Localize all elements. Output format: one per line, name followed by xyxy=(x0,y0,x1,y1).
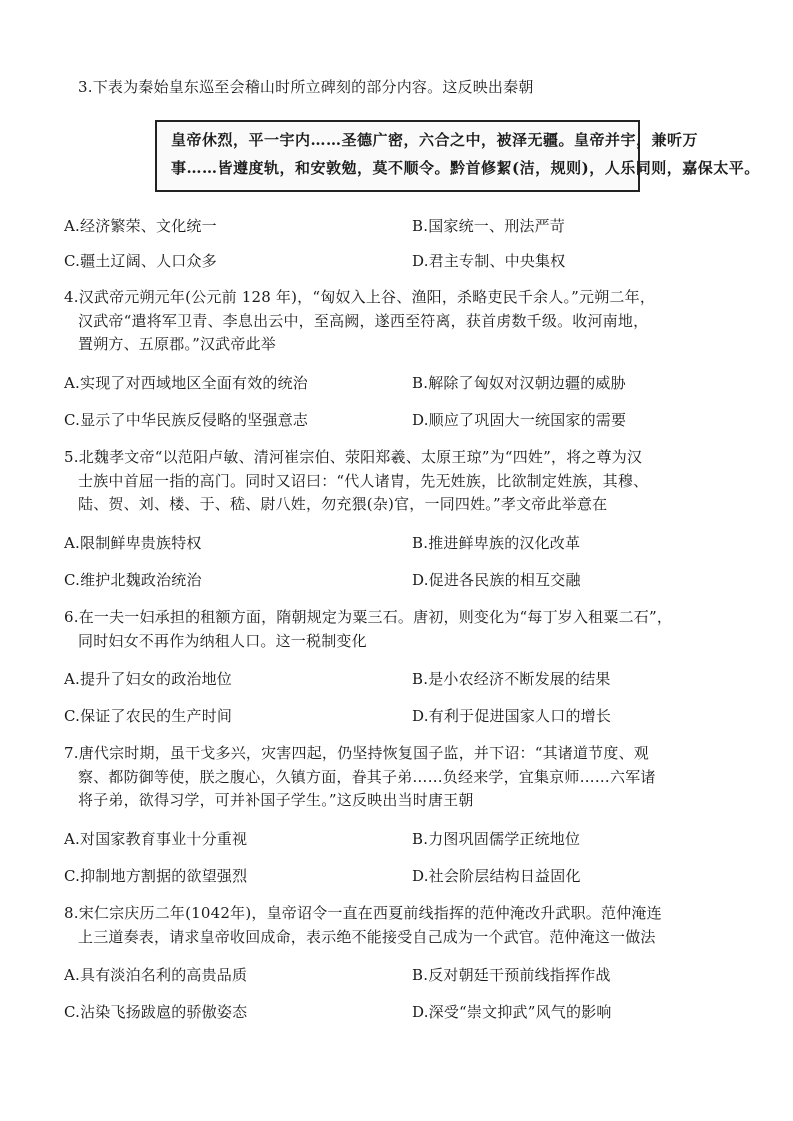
q5-option-b: B.推进鲜卑族的汉化改革 xyxy=(412,534,581,552)
q3-option-a: A.经济繁荣、文化统一 xyxy=(64,217,217,235)
q8-option-b: B.反对朝廷干预前线指挥作战 xyxy=(412,966,611,984)
q7-option-a: A.对国家教育事业十分重视 xyxy=(64,830,248,848)
q4-option-c: C.显示了中华民族反侵略的坚强意志 xyxy=(64,411,309,429)
q5-option-c: C.维护北魏政治统治 xyxy=(64,571,202,589)
q7-option-c: C.抑制地方割据的欲望强烈 xyxy=(64,867,248,885)
question-7-stem: 7.唐代宗时期，虽干戈多兴，灾害四起，仍坚持恢复国子监，并下诏：“其诸道节度、观 察、都防御等使，朕之腹心，久镇方面，眷其子弟……负经来学，宜集京师……六军诸 将子弟，欲得习学，可并补国子学生。”这反映出当时唐王朝 xyxy=(64,744,656,809)
q4-option-d: D.顺应了巩固大一统国家的需要 xyxy=(412,411,627,429)
q4-option-a: A.实现了对西域地区全面有效的统治 xyxy=(64,374,309,392)
q5-option-d: D.促进各民族的相互交融 xyxy=(412,571,581,589)
q6-option-a: A.提升了妇女的政治地位 xyxy=(64,670,233,688)
question-5-stem: 5.北魏孝文帝“以范阳卢敏、清河崔宗伯、荥阳郑羲、太原王琼”为“四姓”，将之尊为汉 士族中首屈一指的高门。同时又诏曰：“代人诸胄，先无姓族，比欲制定姓族，其穆、 陆、贺、刘、楼、于、嵇、尉八姓，勿充猥(杂)官，一同四姓。”孝文帝此举意在 xyxy=(64,448,649,513)
question-3-stem: 3.下表为秦始皇东巡至会稽山时所立碑刻的部分内容。这反映出秦朝 xyxy=(78,78,534,96)
q3-option-d: D.君主专制、中央集权 xyxy=(412,252,566,270)
q6-option-d: D.有利于促进国家人口的增长 xyxy=(412,707,612,725)
inscription-line-1: 皇帝休烈，平一宇内……圣德广密，六合之中，被泽无疆。皇帝并宇，兼听万 xyxy=(171,131,699,149)
stele-inscription-image xyxy=(155,120,760,192)
q8-option-c: C.沾染飞扬跋扈的骄傲姿态 xyxy=(64,1003,248,1021)
question-8-stem: 8.宋仁宗庆历二年(1042年)，皇帝诏令一直在西夏前线指挥的范仲淹改升武职。范仲淹连 上三道奏表，请求皇帝收回成命，表示绝不能接受自己成为一个武官。范仲淹这一做法 xyxy=(64,904,662,946)
question-4-stem: 4.汉武帝元朔元年(公元前 128 年)，“匈奴入上谷、渔阳，杀略吏民千余人。”元朔二年， 汉武帝“遣将军卫青、李息出云中，至高阙，遂西至符离，获首虏数千级。收河南地， 置朔方、五原郡。”汉武帝此举 xyxy=(64,288,656,353)
q8-option-d: D.深受“崇文抑武”风气的影响 xyxy=(412,1003,612,1021)
q8-option-a: A.具有淡泊名利的高贵品质 xyxy=(64,966,248,984)
q5-option-a: A.限制鲜卑贵族特权 xyxy=(64,534,202,552)
inscription-line-2: 事……皆遵度轨，和安敦勉，莫不顺令。黔首修絜(洁，规则)，人乐同则，嘉保太平。 xyxy=(171,159,760,177)
q7-option-b: B.力图巩固儒学正统地位 xyxy=(412,830,581,848)
q6-option-c: C.保证了农民的生产时间 xyxy=(64,707,233,725)
q4-option-b: B.解除了匈奴对汉朝边疆的威胁 xyxy=(412,374,626,392)
q7-option-d: D.社会阶层结构日益固化 xyxy=(412,867,581,885)
question-6-stem: 6.在一夫一妇承担的租额方面，隋朝规定为粟三石。唐初，则变化为“每丁岁入租粟二石”， 同时妇女不再作为纳租人口。这一税制变化 xyxy=(64,608,673,650)
q6-option-b: B.是小农经济不断发展的结果 xyxy=(412,670,611,688)
q3-option-c: C.疆土辽阔、人口众多 xyxy=(64,252,217,270)
q3-option-b: B.国家统一、刑法严苛 xyxy=(412,217,565,235)
